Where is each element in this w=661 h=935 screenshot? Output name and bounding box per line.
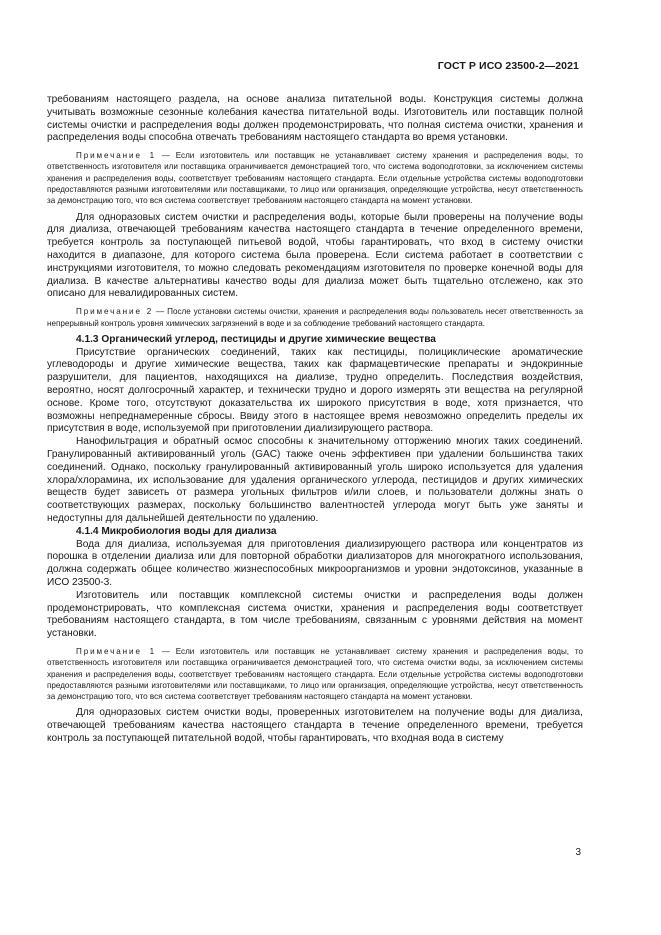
note-text: — После установки системы очистки, хранения и распределения воды пользователь несет ответственность за непрерывный контроль уровня химических загрязнений в воде и за соблюдение требований настоящего стандарта. xyxy=(47,307,583,328)
paragraph: Нанофильтрация и обратный осмос способны к значительному отторжению многих таких соединений. Гранулированный активированный уголь (GAC) также очень эффективен при удалении большинства таких соединений. Однако, поскольку гранулированный активированный уголь широко используется для удаления хлора/хлорамина, их использование для удаления органического углерода, пестицидов и других химических веществ будет зависеть от размера угольных фильтров и/или слоев, и пользователи должны знать о соответствующих размерах, поскольку большинство валентностей углерода могут быть уже заняты и недоступны для дальнейшей деятельности по удалению. xyxy=(47,436,583,524)
paragraph: Для одноразовых систем очистки и распределения воды, которые были проверены на получение воды для диализа, отвечающей требованиям качества настоящего стандарта в течение определенного времени, требуется контроль за поступающей питьевой водой, чтобы гарантировать, что вход в систему очистки находится в диапазоне, для которого система была проверена. Если система работает в соответствии с инструкциями изготовителя, то можно следовать рекомендациям изготовителя по проверке конечной воды для диализа. В качестве альтернативы качество воды для диализа может быть тщательно отслежено, как это описано для невалидированных систем. xyxy=(47,211,583,300)
paragraph: требованиям настоящего раздела, на основе анализа питательной воды. Конструкция системы должна учитывать возможные сезонные колебания качества питательной воды. Изготовитель или поставщик полной системы очистки и распределения воды должен продемонстрировать, что полная система очистки, хранения и распределения воды способна отвечать требованиям настоящего стандарта во время установки. xyxy=(47,94,583,144)
note-label: Примечание 2 xyxy=(76,307,154,317)
standard-code: ГОСТ Р ИСО 23500-2—2021 xyxy=(437,60,579,72)
section-heading-4-1-3: 4.1.3 Органический углерод, пестициды и другие химические вещества xyxy=(76,333,436,345)
note xyxy=(47,646,583,702)
note xyxy=(47,306,583,329)
paragraph: Присутствие органических соединений, таких как пестициды, полициклические ароматические углеводороды и другие химические вещества, таких как фармацевтические препараты и эндокринные разрушители, для пациентов, находящихся на диализе, трудно определить. Последствия воздействия, вероятно, носят долгосрочный характер, и технически трудно и дорого измерять эти вещества на регулярной основе. Кроме того, отсутствуют доказательства их широкого присутствия в воде, хотя признается, что возможны непреднамеренные сбросы. Ввиду этого в настоящее время невозможно определить пределы их присутствия в воде, используемой при приготовлении диализирующего раствора. xyxy=(47,346,583,435)
document-header xyxy=(438,60,579,72)
note-label: Примечание 1 xyxy=(76,151,156,161)
paragraph: Для одноразовых систем очистки воды, проверенных изготовителем на получение воды для диализа, отвечающей требованиям качества настоящего стандарта в течение определенного времени, требуется контроль за поступающей питательной водой, чтобы гарантировать, что входная вода в систему xyxy=(47,707,583,745)
page-body xyxy=(47,94,583,746)
section-heading-4-1-4: 4.1.4 Микробиология воды для диализа xyxy=(76,525,277,537)
note-text: — Если изготовитель или поставщик не устанавливает систему хранения и распределения воды, то ответственность изготовителя или поставщика ограничивается демонстрацией того, что система водоподготовки, за исключением системы хранения и распределения воды, соответствует требованиям настоящего стандарта. Если отдельные устройства системы водоподготовки предоставляются разными изготовителями или поставщиками, то лицо или организация, определяющие устройства, несут ответственность за демонстрацию того, что вся система соответствует требованиям настоящего стандарта на момент установки. xyxy=(47,151,583,206)
page-number: 3 xyxy=(575,847,581,858)
paragraph: Изготовитель или поставщик комплексной системы очистки и распределения воды должен продемонстрировать, что комплексная система очистки, хранения и распределения воды соответствует требованиям настоящего стандарта, в том числе требованиям, связанным с уровнями действия на момент установки. xyxy=(47,589,583,640)
note xyxy=(47,150,583,206)
note-label: Примечание 1 xyxy=(76,646,156,656)
paragraph: Вода для диализа, используемая для приготовления диализирующего раствора или концентратов из порошка в отделении диализа или для повторной обработки диализаторов для многократного использования, должна содержать общее количество жизнеспособных микроорганизмов и уровни эндотоксинов, указанные в ИСО 23500-3. xyxy=(47,538,583,588)
note-text: — Если изготовитель или поставщик не устанавливает систему хранения и распределения воды, то ответственность изготовителя или поставщика ограничивается демонстрацией того, что система очистки воды, за исключением системы хранения и распределения воды, соответствует требованиям настоящего стандарта. Если отдельные устройства системы водоподготовки предоставляются разными изготовителями или поставщиками, то лицо или организация, определяющие устройства, несут ответственность за демонстрацию того, что вся система соответствует требованиям настоящего стандарта на момент установки. xyxy=(47,646,583,702)
